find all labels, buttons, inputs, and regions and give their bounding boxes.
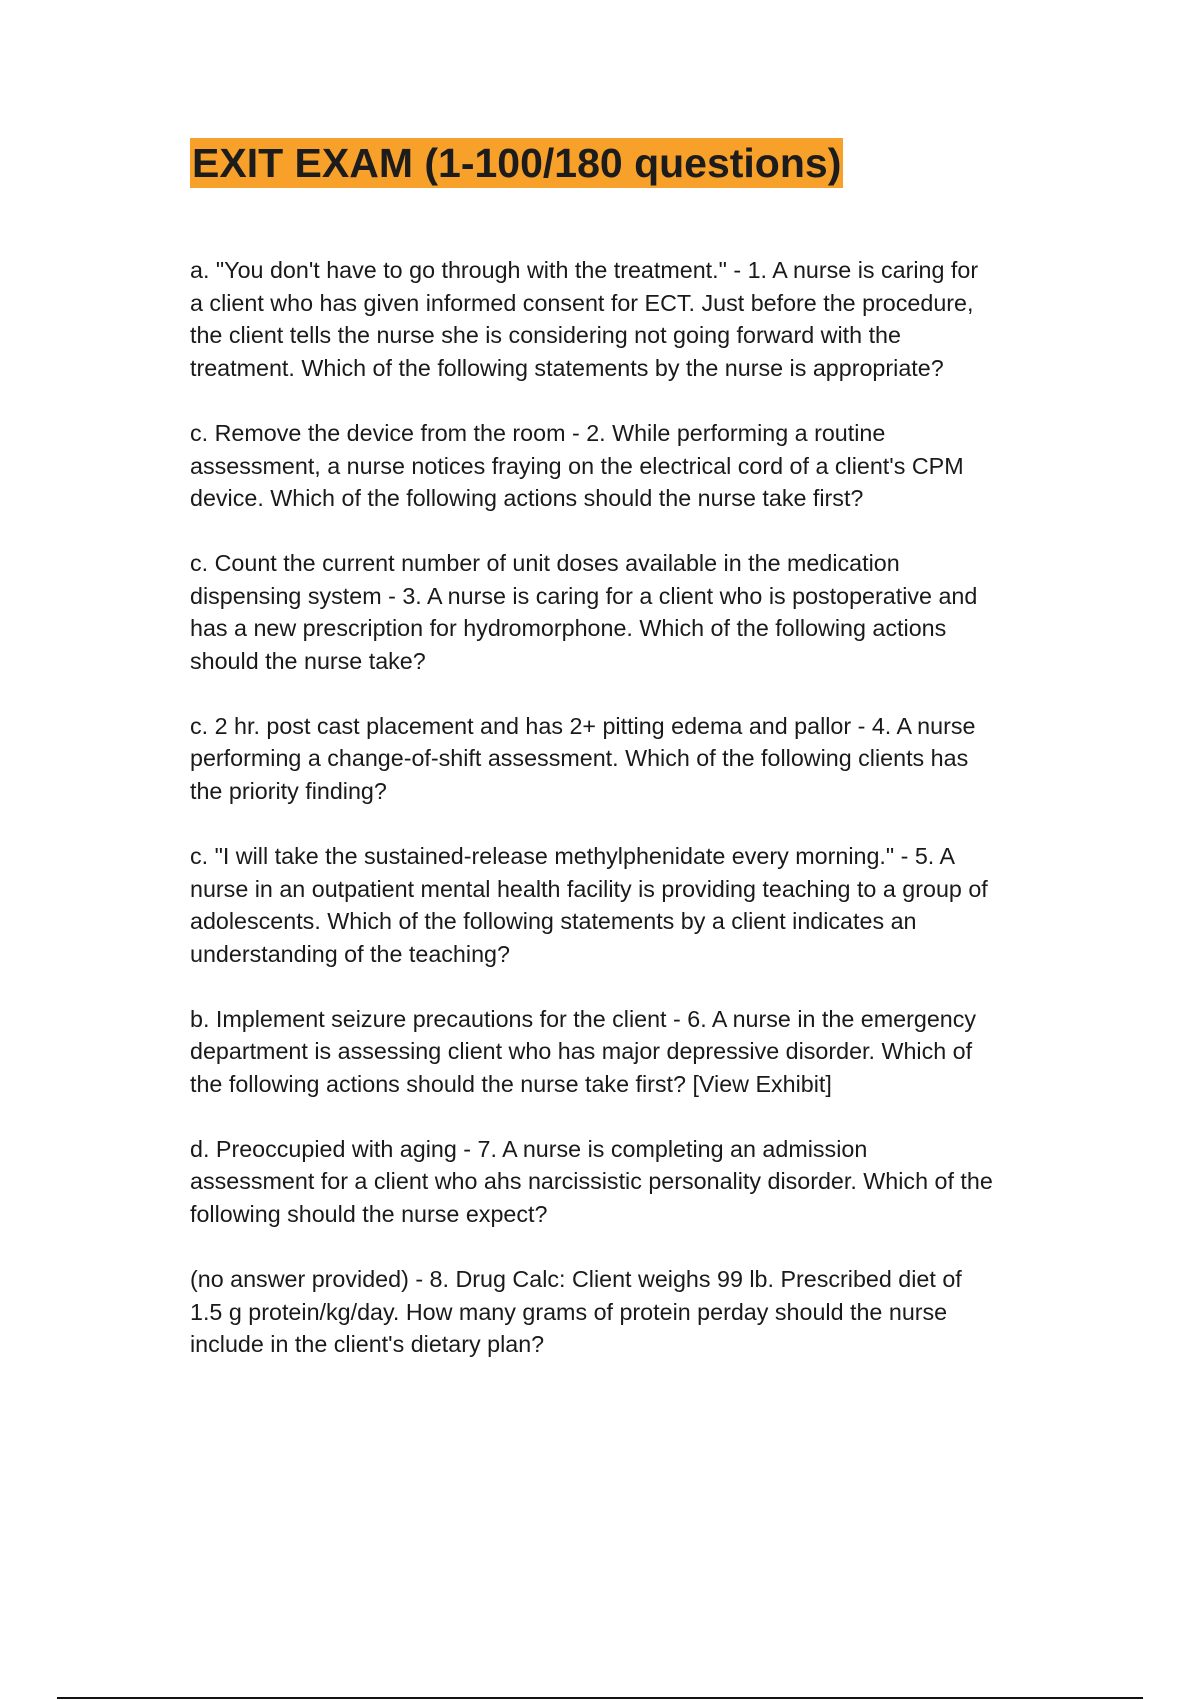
question-item-8: (no answer provided) - 8. Drug Calc: Client weighs 99 lb. Prescribed diet of 1.5 g protein/kg/day. How many grams of protein perday should the nurse include in the client's dietary plan?	[190, 1265, 962, 1358]
page-bottom-divider	[57, 1697, 1143, 1699]
question-list	[190, 254, 1050, 1393]
title-block	[190, 138, 843, 188]
page-title: EXIT EXAM (1-100/180 questions)	[192, 140, 842, 186]
question-item-4: c. 2 hr. post cast placement and has 2+ pitting edema and pallor - 4. A nurse performing a change-of-shift assessment. Which of the following clients has the priority finding?	[190, 712, 976, 805]
question-item-3: c. Count the current number of unit doses available in the medication dispensing system - 3. A nurse is caring for a client who is postoperative and has a new prescription for hydromorphone. Which of the following actions should the nurse take?	[190, 549, 978, 675]
question-item-1: a. "You don't have to go through with the treatment." - 1. A nurse is caring for a client who has given informed consent for ECT. Just before the procedure, the client tells the nurse she is considering not going forward with the treatment. Which of the following statements by the nurse is appropriate?	[190, 257, 979, 382]
question-item-7: d. Preoccupied with aging - 7. A nurse is completing an admission assessment for a client who ahs narcissistic personality disorder. Which of the following should the nurse expect?	[190, 1135, 993, 1228]
question-item-6: b. Implement seizure precautions for the client - 6. A nurse in the emergency department is assessing client who has major depressive disorder. Which of the following actions should the nurse take first? [View Exhibit]	[190, 1005, 977, 1098]
question-item-5: c. "I will take the sustained-release methylphenidate every morning." - 5. A nurse in an outpatient mental health facility is providing teaching to a group of adolescents. Which of the following statements by a client indicates an understanding of the teaching?	[190, 842, 988, 967]
question-item-2: c. Remove the device from the room - 2. While performing a routine assessment, a nurse notices fraying on the electrical cord of a client's CPM device. Which of the following actions should the nurse take first?	[190, 419, 964, 512]
